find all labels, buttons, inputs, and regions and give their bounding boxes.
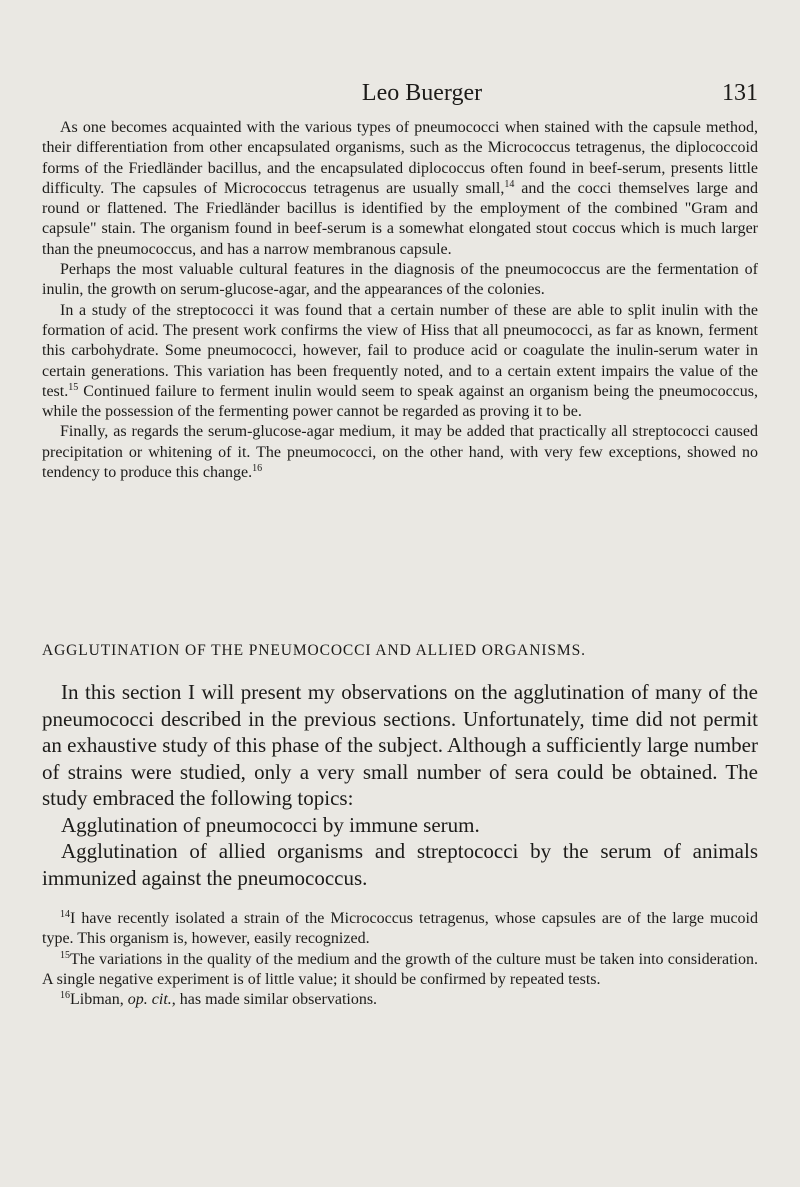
footnote-14 [42, 909, 758, 950]
footnote-16 [42, 990, 758, 1010]
footnote-citation: op. cit. [127, 991, 172, 1009]
paragraph-text: In a study of the streptococci it was found that a certain number of these are able to split inulin with the formation of acid. The present work confirms the view of Hiss that all pneumococci, as far as known, ferment this carbohydrate. Some pneumococci, however, fail to produce acid or coagulate the inulin-serum water in certain generations. This variation has been frequently noted, and to a certain extent impairs the value of the test. [42, 301, 758, 400]
page-number: 131 [722, 80, 758, 106]
footnote-number: 15 [60, 949, 70, 961]
footnote-ref-16: 16 [252, 463, 263, 475]
page-header [42, 78, 758, 108]
footnote-number: 16 [60, 990, 70, 1002]
paragraph-text: As one becomes acquainted with the various types of pneumococci when stained with the capsule method, their differentiation from other encapsulated organisms, such as the Micrococcus tetragenus, the diplococcoid forms of the Friedländer bacillus, and the encapsulated diplococcus often found in beef-serum, presents little difficulty. The capsules of Micrococcus tetragenus are usually small, [42, 119, 758, 197]
paragraph-serum-glucose-agar [42, 422, 758, 483]
topic-item: Agglutination of allied organisms and streptococci by the serum of animals immunized against the pneumococcus. [42, 839, 758, 890]
section-heading: AGGLUTINATION OF THE PNEUMOCOCCI AND ALLIED ORGANISMS. [42, 642, 586, 659]
topic-item: Agglutination of pneumococci by immune serum. [61, 812, 480, 837]
paragraph-text: and the cocci themselves large and round or flattened. The Friedländer bacillus is identified by the employment of the combined "Gram and capsule" stain. The organism found in beef-serum is a somewhat elongated stout coccus which is much larger than the pneumococcus, and has a narrow membranous capsule. [42, 179, 759, 258]
footnote-text: I have recently isolated a strain of the Micrococcus tetragenus, whose capsules are of the large mucoid type. This organism is, however, easily recognized. [42, 910, 758, 948]
section-body [42, 679, 758, 891]
paragraph-text: Continued failure to ferment inulin would seem to speak against an organism being the pneumococcus, while the possession of the fermenting power cannot be regarded as proving it to be. [42, 382, 758, 421]
footnotes [42, 909, 758, 1010]
section-intro: In this section I will present my observations on the agglutination of many of the pneumococci described in the previous sections. Unfortunately, time did not permit an exhaustive study of this phase of the subject. Although a sufficiently large number of strains were studied, only a very small number of sera could be obtained. The study embraced the following topics: [42, 680, 758, 810]
running-head: Leo Buerger [361, 80, 483, 106]
footnote-number: 14 [60, 909, 70, 920]
footnote-ref-15: 15 [68, 381, 79, 393]
footnote-ref-14: 14 [504, 178, 515, 190]
footnote-15 [42, 950, 758, 991]
paragraph-cultural-features: Perhaps the most valuable cultural features in the diagnosis of the pneumococcus are the fermentation of inulin, the growth on serum-glucose-agar, and the appearances of the colonies. [42, 261, 758, 299]
paragraph-inulin [42, 301, 758, 423]
paragraph-capsule-method [42, 118, 758, 260]
footnote-text: The variations in the quality of the medium and the growth of the culture must be taken into consideration. A single negative experiment is of little value; it should be confirmed by repeated tests. [42, 950, 758, 988]
footnote-text: Libman, [70, 991, 128, 1009]
footnote-text: , has made similar observations. [171, 991, 378, 1009]
body-text [42, 118, 758, 483]
paragraph-text: Finally, as regards the serum-glucose-agar medium, it may be added that practically all streptococci caused precipitation or whitening of it. The pneumococci, on the other hand, with very few exceptions, showed no tendency to produce this change. [42, 423, 758, 482]
